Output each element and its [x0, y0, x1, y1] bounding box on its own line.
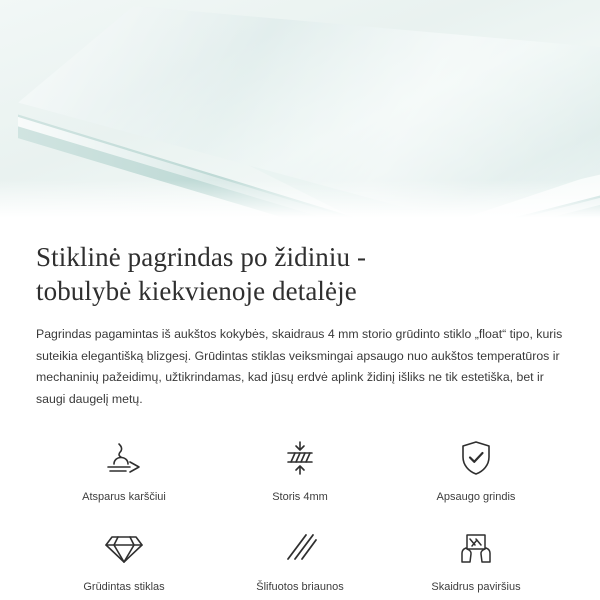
- page-title-line-2: tobulybė kiekvienoje detalėje: [36, 276, 357, 306]
- description-paragraph: Pagrindas pagamintas iš aukštos kokybės, skaidraus 4 mm storio grūdinto stiklo „float“ tipo, kuris suteikia elegantišką blizgesį. Grūdintas stiklas veiksmingai apsaugo nuo aukštos temperatūros ir mechaninių pažeidimų, užtikrindamas, kad jūsų erdvė aplink židinį išliks ne tik estetiška, bet ir saugi daugelį metų.: [36, 327, 563, 406]
- feature-item-floor-protection: [388, 436, 564, 504]
- feature-grid: [36, 436, 564, 594]
- feature-label: Skaidrus paviršius: [431, 581, 521, 593]
- diamond-icon: [101, 526, 147, 570]
- content-area: [0, 240, 600, 594]
- page-title-line-1: Stiklinė pagrindas po židiniu -: [36, 242, 367, 272]
- feature-label: Grūdintas stiklas: [83, 581, 165, 593]
- page-title: [36, 240, 564, 308]
- feature-label: Storis 4mm: [272, 491, 328, 503]
- hero-bottom-fade: [0, 180, 600, 226]
- thickness-gauge-icon: [277, 436, 323, 480]
- feature-item-thickness: [212, 436, 388, 504]
- feature-label: Šlifuotos briaunos: [256, 581, 344, 593]
- polished-edges-icon: [277, 526, 323, 570]
- clean-surface-hands-icon: [453, 526, 499, 570]
- shield-check-icon: [453, 436, 499, 480]
- feature-item-heat-resistant: [36, 436, 212, 504]
- heat-resistant-icon: [101, 436, 147, 480]
- feature-item-tempered-glass: [36, 526, 212, 594]
- feature-item-polished-edges: [212, 526, 388, 594]
- feature-item-clear-surface: [388, 526, 564, 594]
- hero-glass-image: [0, 0, 600, 226]
- feature-label: Atsparus karščiui: [82, 491, 166, 503]
- feature-label: Apsaugo grindis: [436, 491, 516, 503]
